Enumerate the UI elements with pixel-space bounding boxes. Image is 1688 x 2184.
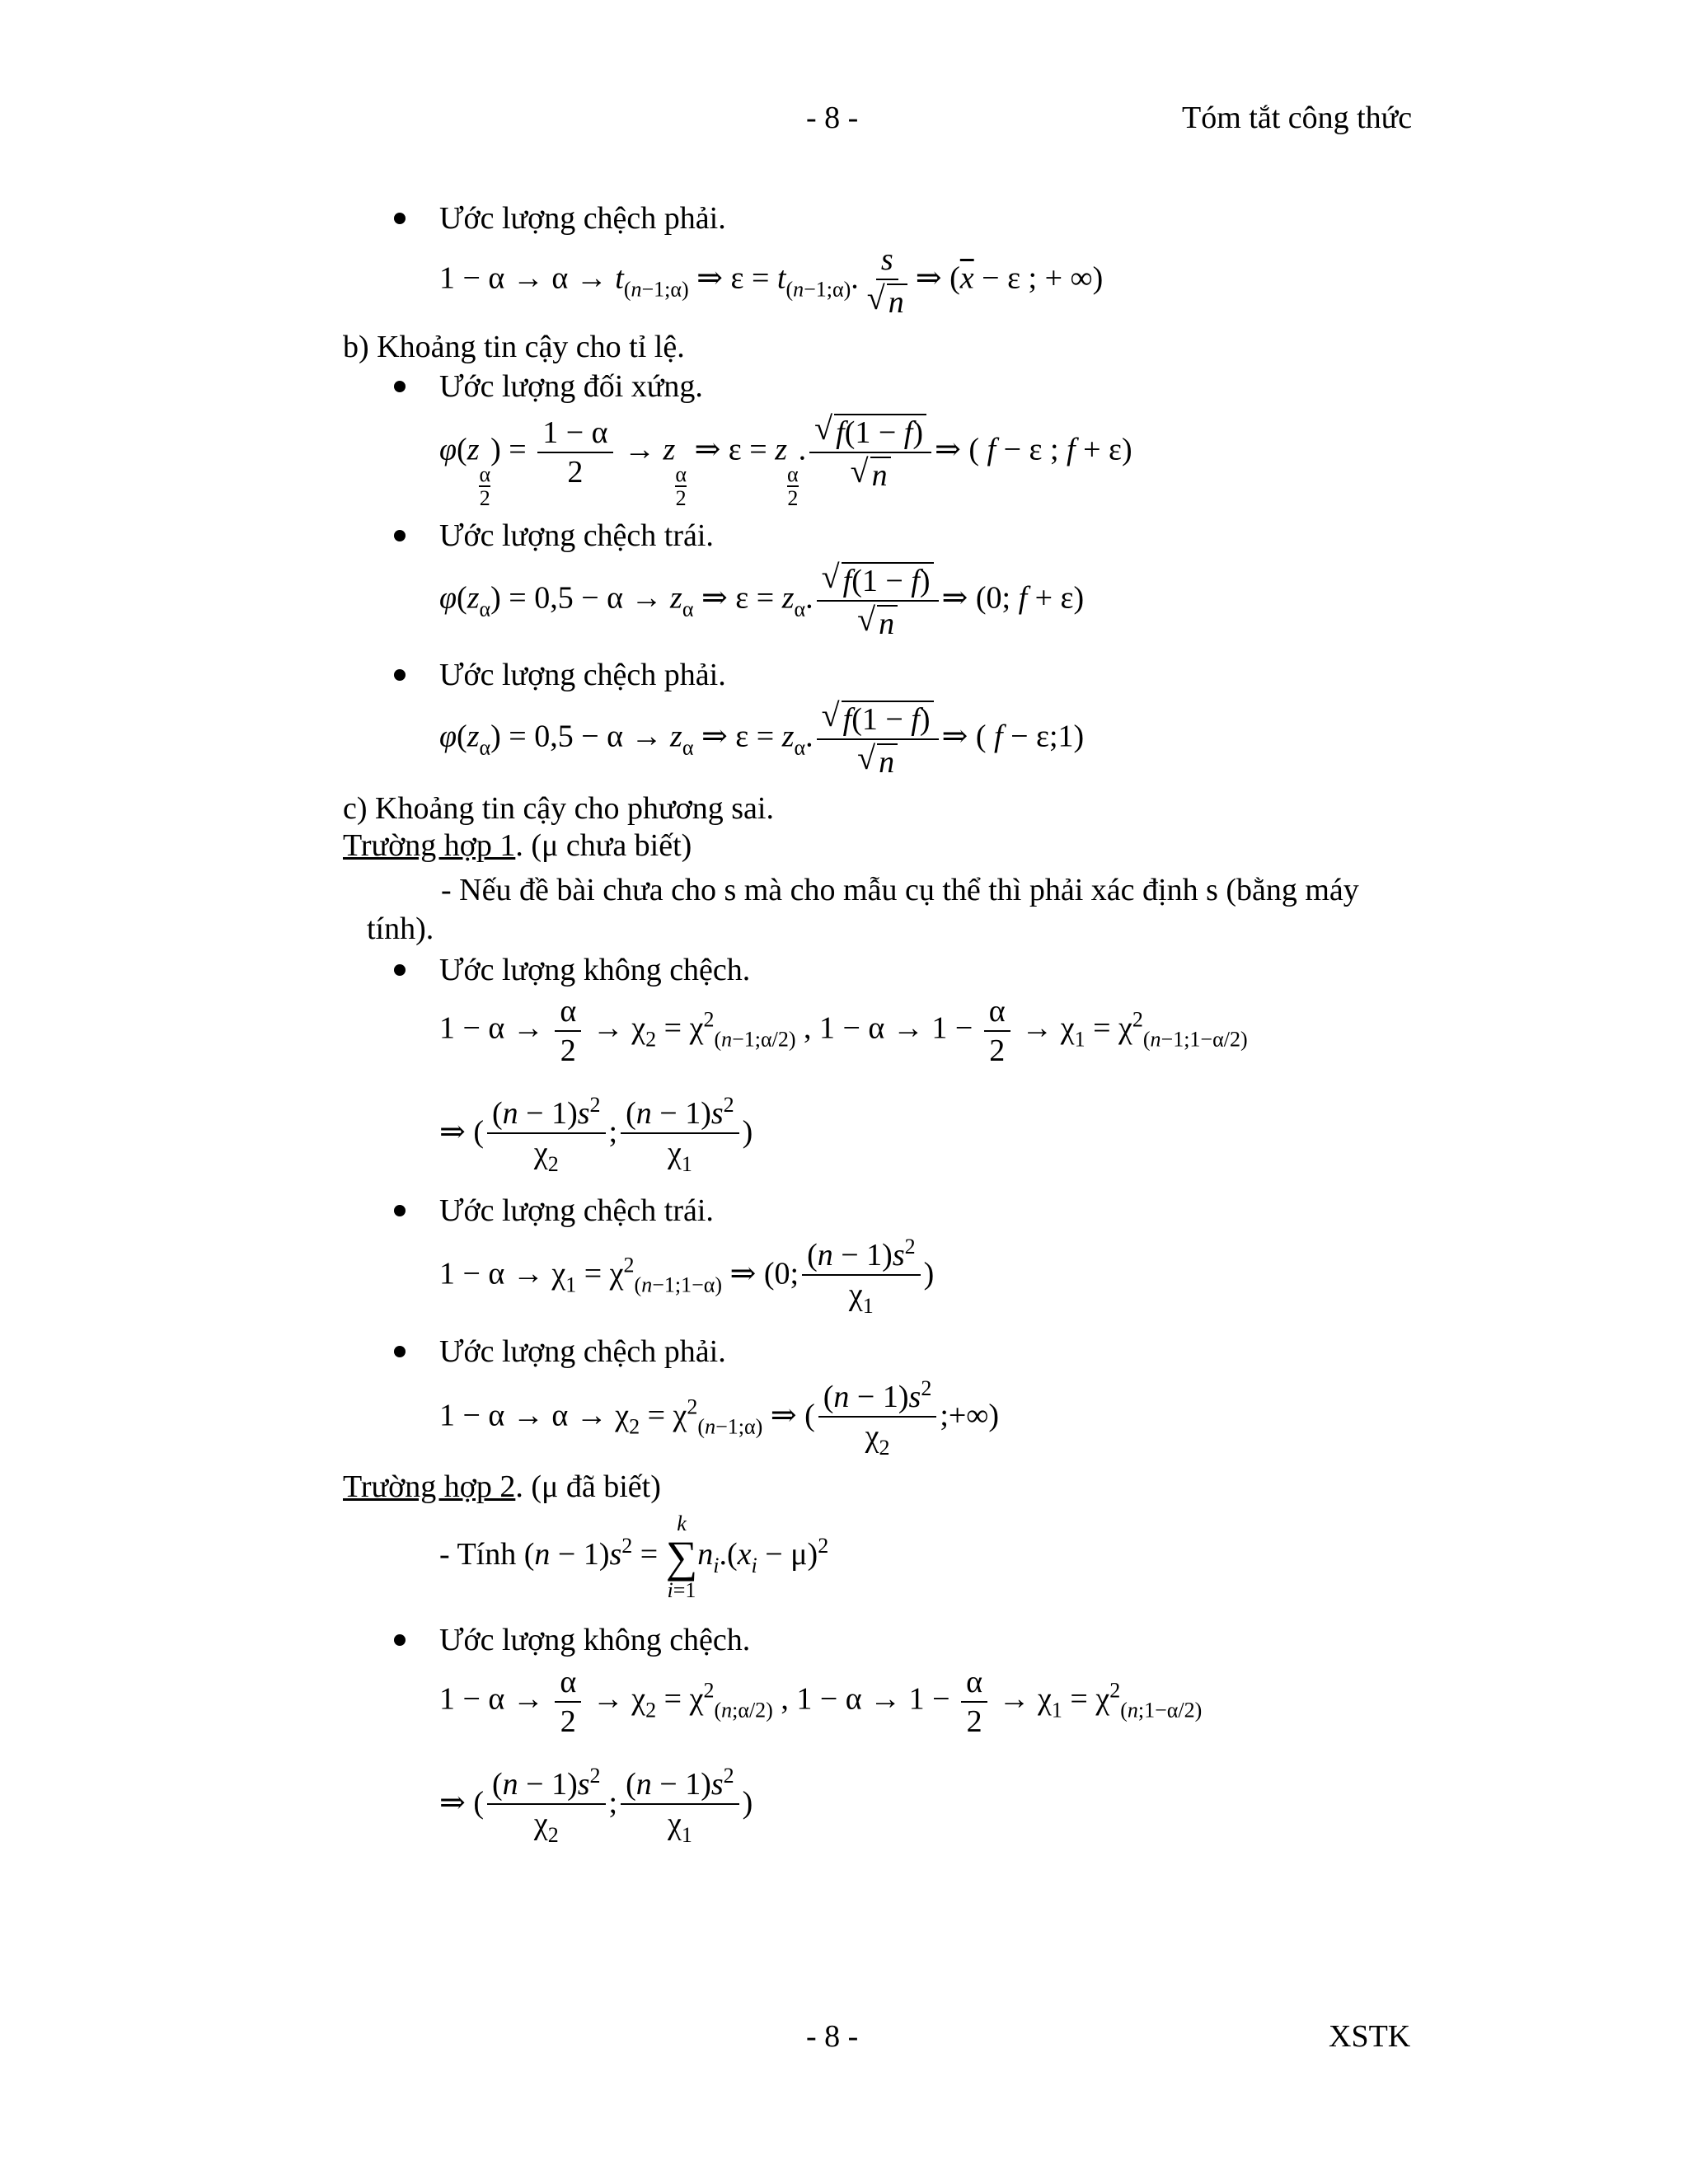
formula-var-unbiased-1-interval: ⇒ ( $\frac{(n - 1)s^2}{\chi_2}$ ; $\frac{(n - 1)s^2}{\chi_1}$ ) xyxy=(439,1093,753,1176)
bullet-icon xyxy=(394,964,406,976)
formula-var-unbiased-2: 1 − α → $\frac{\alpha}{2}$ → $\chi_2 = \chi^2_{(n;\alpha/2)}$ , 1 − α → 1 − $\frac{\alpha}{2}$ → $\chi_1 = \chi^2_{(n;1-\alpha/2)}$ xyxy=(439,1665,1203,1739)
bullet-icon xyxy=(394,530,406,541)
tinh-label: - Tính xyxy=(439,1537,517,1572)
formula-var-unbiased-2-interval: ⇒ ( $\frac{(n - 1)s^2}{\chi_2}$ ; $\frac{(n - 1)s^2}{\chi_1}$ ) xyxy=(439,1764,753,1847)
header-title: Tóm tắt công thức xyxy=(1182,101,1413,135)
bullet-icon xyxy=(394,1346,406,1357)
formula-mean-right: $1 - \alpha \to \alpha \to t_{(n-1;\alpha)}$ ⇒ $\varepsilon = t_{(n-1;\alpha)}$. s √ n ⇒ ($\overline{x} - \varepsilon$ ; + ∞) xyxy=(439,244,1103,318)
note-line-1: - Nếu đề bài chưa cho s mà cho mẫu cụ thể thì phải xác định s (bằng máy xyxy=(441,873,1359,907)
note-line-2: tính). xyxy=(367,912,434,946)
case-1-heading xyxy=(343,830,692,861)
formula-prop-sym: φ(z $\frac{\alpha}{2}$ ) = $\frac{1 - \alpha}{2}$ → z $\frac{\alpha}{2}$ ⇒ ε = z $\frac{\alpha}{2}$ . √ f(1 − f) √ n ⇒ ( f − ε ; f + ε) xyxy=(439,414,1132,509)
bullet-icon xyxy=(394,1634,406,1646)
item-label: Ước lượng chệch trái. xyxy=(439,518,714,553)
footer-label: XSTK xyxy=(1329,2019,1411,2054)
case-2-condition: . (μ đã biết) xyxy=(515,1469,661,1504)
item-label: Ước lượng chệch phải. xyxy=(439,658,726,692)
item-label: Ước lượng chệch trái. xyxy=(439,1193,714,1228)
item-label: Ước lượng chệch phải. xyxy=(439,1334,726,1369)
item-label: Ước lượng không chệch. xyxy=(439,953,751,987)
section-c-heading: c) Khoảng tin cậy cho phương sai. xyxy=(343,791,774,826)
formula-prop-right: $\varphi(z_\alpha) = 0,5 - \alpha \to z_\alpha$ ⇒ $\varepsilon = z_\alpha$. √ f(1 − f) √ n ⇒ ( f − ε;1) xyxy=(439,701,1084,778)
formula-sum: - Tính $(n - 1)s^2$ = k ∑ i=1 $n_i.(x_i - \mu)^2$ xyxy=(439,1511,829,1603)
bullet-icon xyxy=(394,381,406,392)
section-b-heading: b) Khoảng tin cậy cho tỉ lệ. xyxy=(343,330,685,364)
formula-var-left: $1 - \alpha \to \chi_1 = \chi^2_{(n-1;1-\alpha)}$ ⇒ (0; $\frac{(n - 1)s^2}{\chi_1}$ ) xyxy=(439,1235,935,1318)
item-label: Ước lượng không chệch. xyxy=(439,1623,751,1657)
case-1-condition: . (μ chưa biết) xyxy=(515,828,692,863)
item-label: Ước lượng chệch phải. xyxy=(439,201,726,236)
formula-prop-left: $\varphi(z_\alpha) = 0,5 - \alpha \to z_\alpha$ ⇒ $\varepsilon = z_\alpha$. √ f(1 − f) √ n ⇒ (0; f + ε) xyxy=(439,562,1084,640)
bullet-icon xyxy=(394,669,406,681)
footer-page-number: - 8 - xyxy=(806,2019,859,2054)
item-label: Ước lượng đối xứng. xyxy=(439,369,703,404)
case-2-heading xyxy=(343,1471,661,1502)
case-1-title: Trường hợp 1 xyxy=(343,828,516,863)
case-2-title: Trường hợp 2 xyxy=(343,1469,516,1504)
bullet-icon xyxy=(394,213,406,224)
formula-var-right: $1 - \alpha \to \alpha \to \chi_2 = \chi^2_{(n-1;\alpha)}$ ⇒ ( $\frac{(n - 1)s^2}{\chi_2}$ ;+∞) xyxy=(439,1376,1000,1460)
header-page-number: - 8 - xyxy=(806,101,859,135)
bullet-icon xyxy=(394,1205,406,1216)
formula-var-unbiased-1: 1 − α → $\frac{\alpha}{2}$ → $\chi_2 = \chi^2_{(n-1;\alpha/2)}$ , 1 − α → 1 − $\frac{\alpha}{2}$ → $\chi_1 = \chi^2_{(n-1;1-\alpha/2)}$ xyxy=(439,994,1248,1068)
